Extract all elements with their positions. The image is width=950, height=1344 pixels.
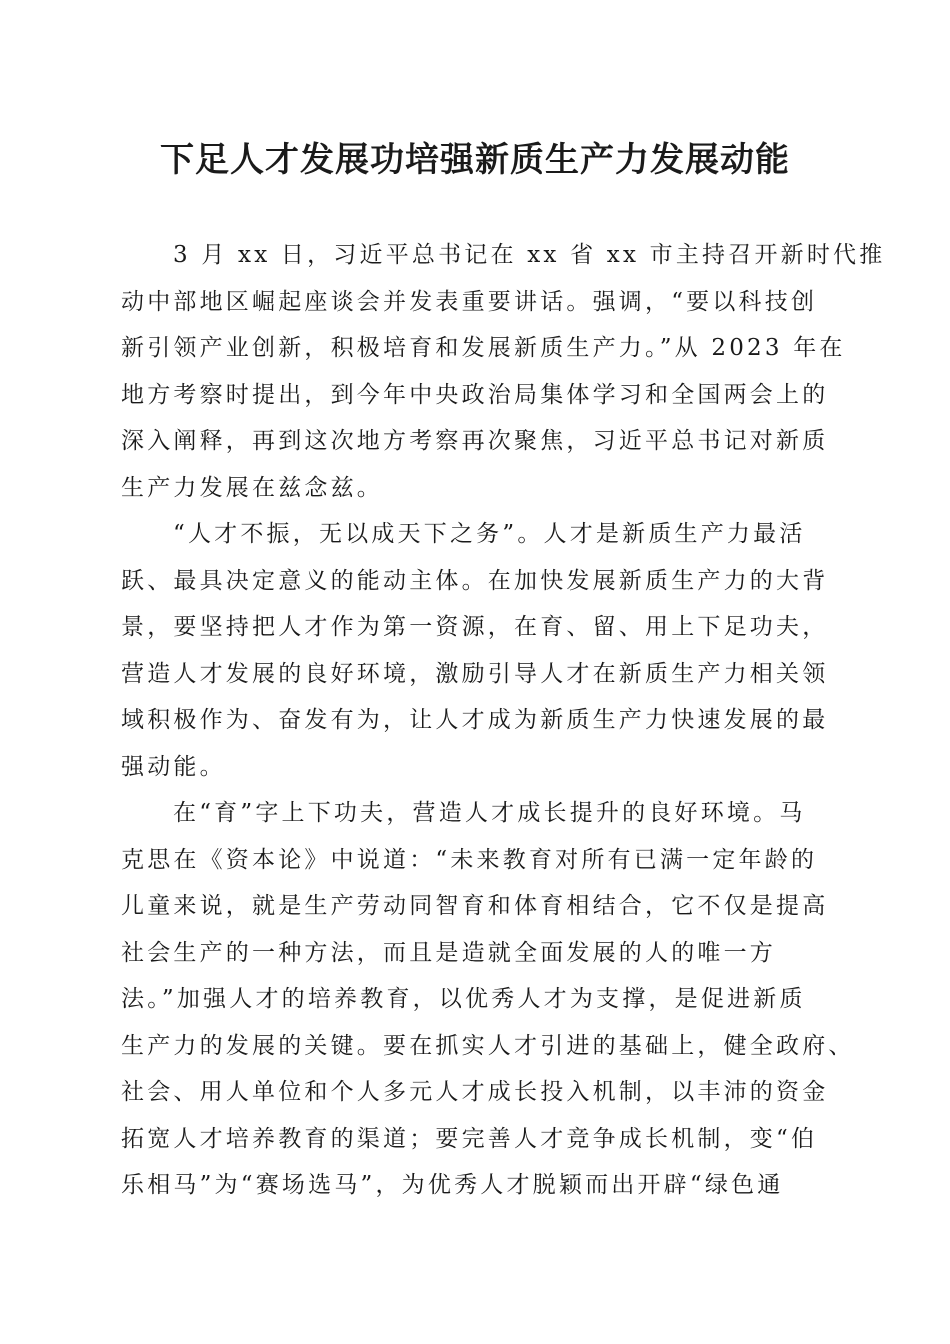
paragraph-line: 儿童来说，就是生产劳动同智育和体育相结合，它不仅是提高	[121, 893, 829, 919]
document-body	[121, 232, 886, 1209]
paragraph-line: 地方考察时提出，到今年中央政治局集体学习和全国两会上的	[121, 381, 829, 408]
paragraph-line: 克思在《资本论》中说道：“未来教育对所有已满一定年龄的	[121, 846, 818, 873]
paragraph-line: 营造人才发展的良好环境，激励引导人才在新质生产力相关领	[121, 660, 829, 687]
paragraph-line: 新引领产业创新，积极培育和发展新质生产力。”从 2023 年在	[121, 335, 846, 361]
paragraph-line: 3 月 xx 日，习近平总书记在 xx 省 xx 市主持召开新时代推	[173, 242, 886, 268]
paragraph-line: 法。”加强人才的培养教育，以优秀人才为支撑，是促进新质	[121, 986, 806, 1012]
paragraph-line: 在“育”字上下功夫，营造人才成长提升的良好环境。马	[173, 800, 806, 826]
paragraph-line: 深入阐释，再到这次地方考察再次聚焦，习近平总书记对新质	[121, 428, 829, 454]
paragraph-line: 乐相马”为“赛场选马”，为优秀人才脱颖而出开辟“绿色通	[121, 1172, 784, 1198]
paragraph-3	[121, 790, 855, 1209]
paragraph-line: 社会、用人单位和个人多元人才成长投入机制，以丰沛的资金	[121, 1079, 829, 1105]
paragraph-1	[121, 232, 886, 511]
paragraph-line: 强动能。	[121, 753, 226, 780]
paragraph-2	[121, 511, 833, 790]
document-title: 下足人才发展功培强新质生产力发展动能	[160, 140, 790, 180]
paragraph-line: 动中部地区崛起座谈会并发表重要讲话。强调，“要以科技创	[121, 288, 818, 315]
paragraph-line: 景，要坚持把人才作为第一资源，在育、留、用上下足功夫，	[121, 614, 829, 640]
paragraph-line: 社会生产的一种方法，而且是造就全面发展的人的唯一方	[121, 939, 776, 966]
paragraph-line: 生产力的发展的关键。要在抓实人才引进的基础上，健全政府、	[121, 1032, 855, 1059]
paragraph-line: 拓宽人才培养教育的渠道；要完善人才竞争成长机制，变“伯	[121, 1125, 818, 1152]
paragraph-line: 域积极作为、奋发有为，让人才成为新质生产力快速发展的最	[121, 707, 829, 733]
paragraph-line: 跃、最具决定意义的能动主体。在加快发展新质生产力的大背	[121, 567, 829, 594]
paragraph-line: “人才不振，无以成天下之务”。人才是新质生产力最活	[173, 521, 806, 547]
paragraph-line: 生产力发展在兹念兹。	[121, 474, 383, 501]
